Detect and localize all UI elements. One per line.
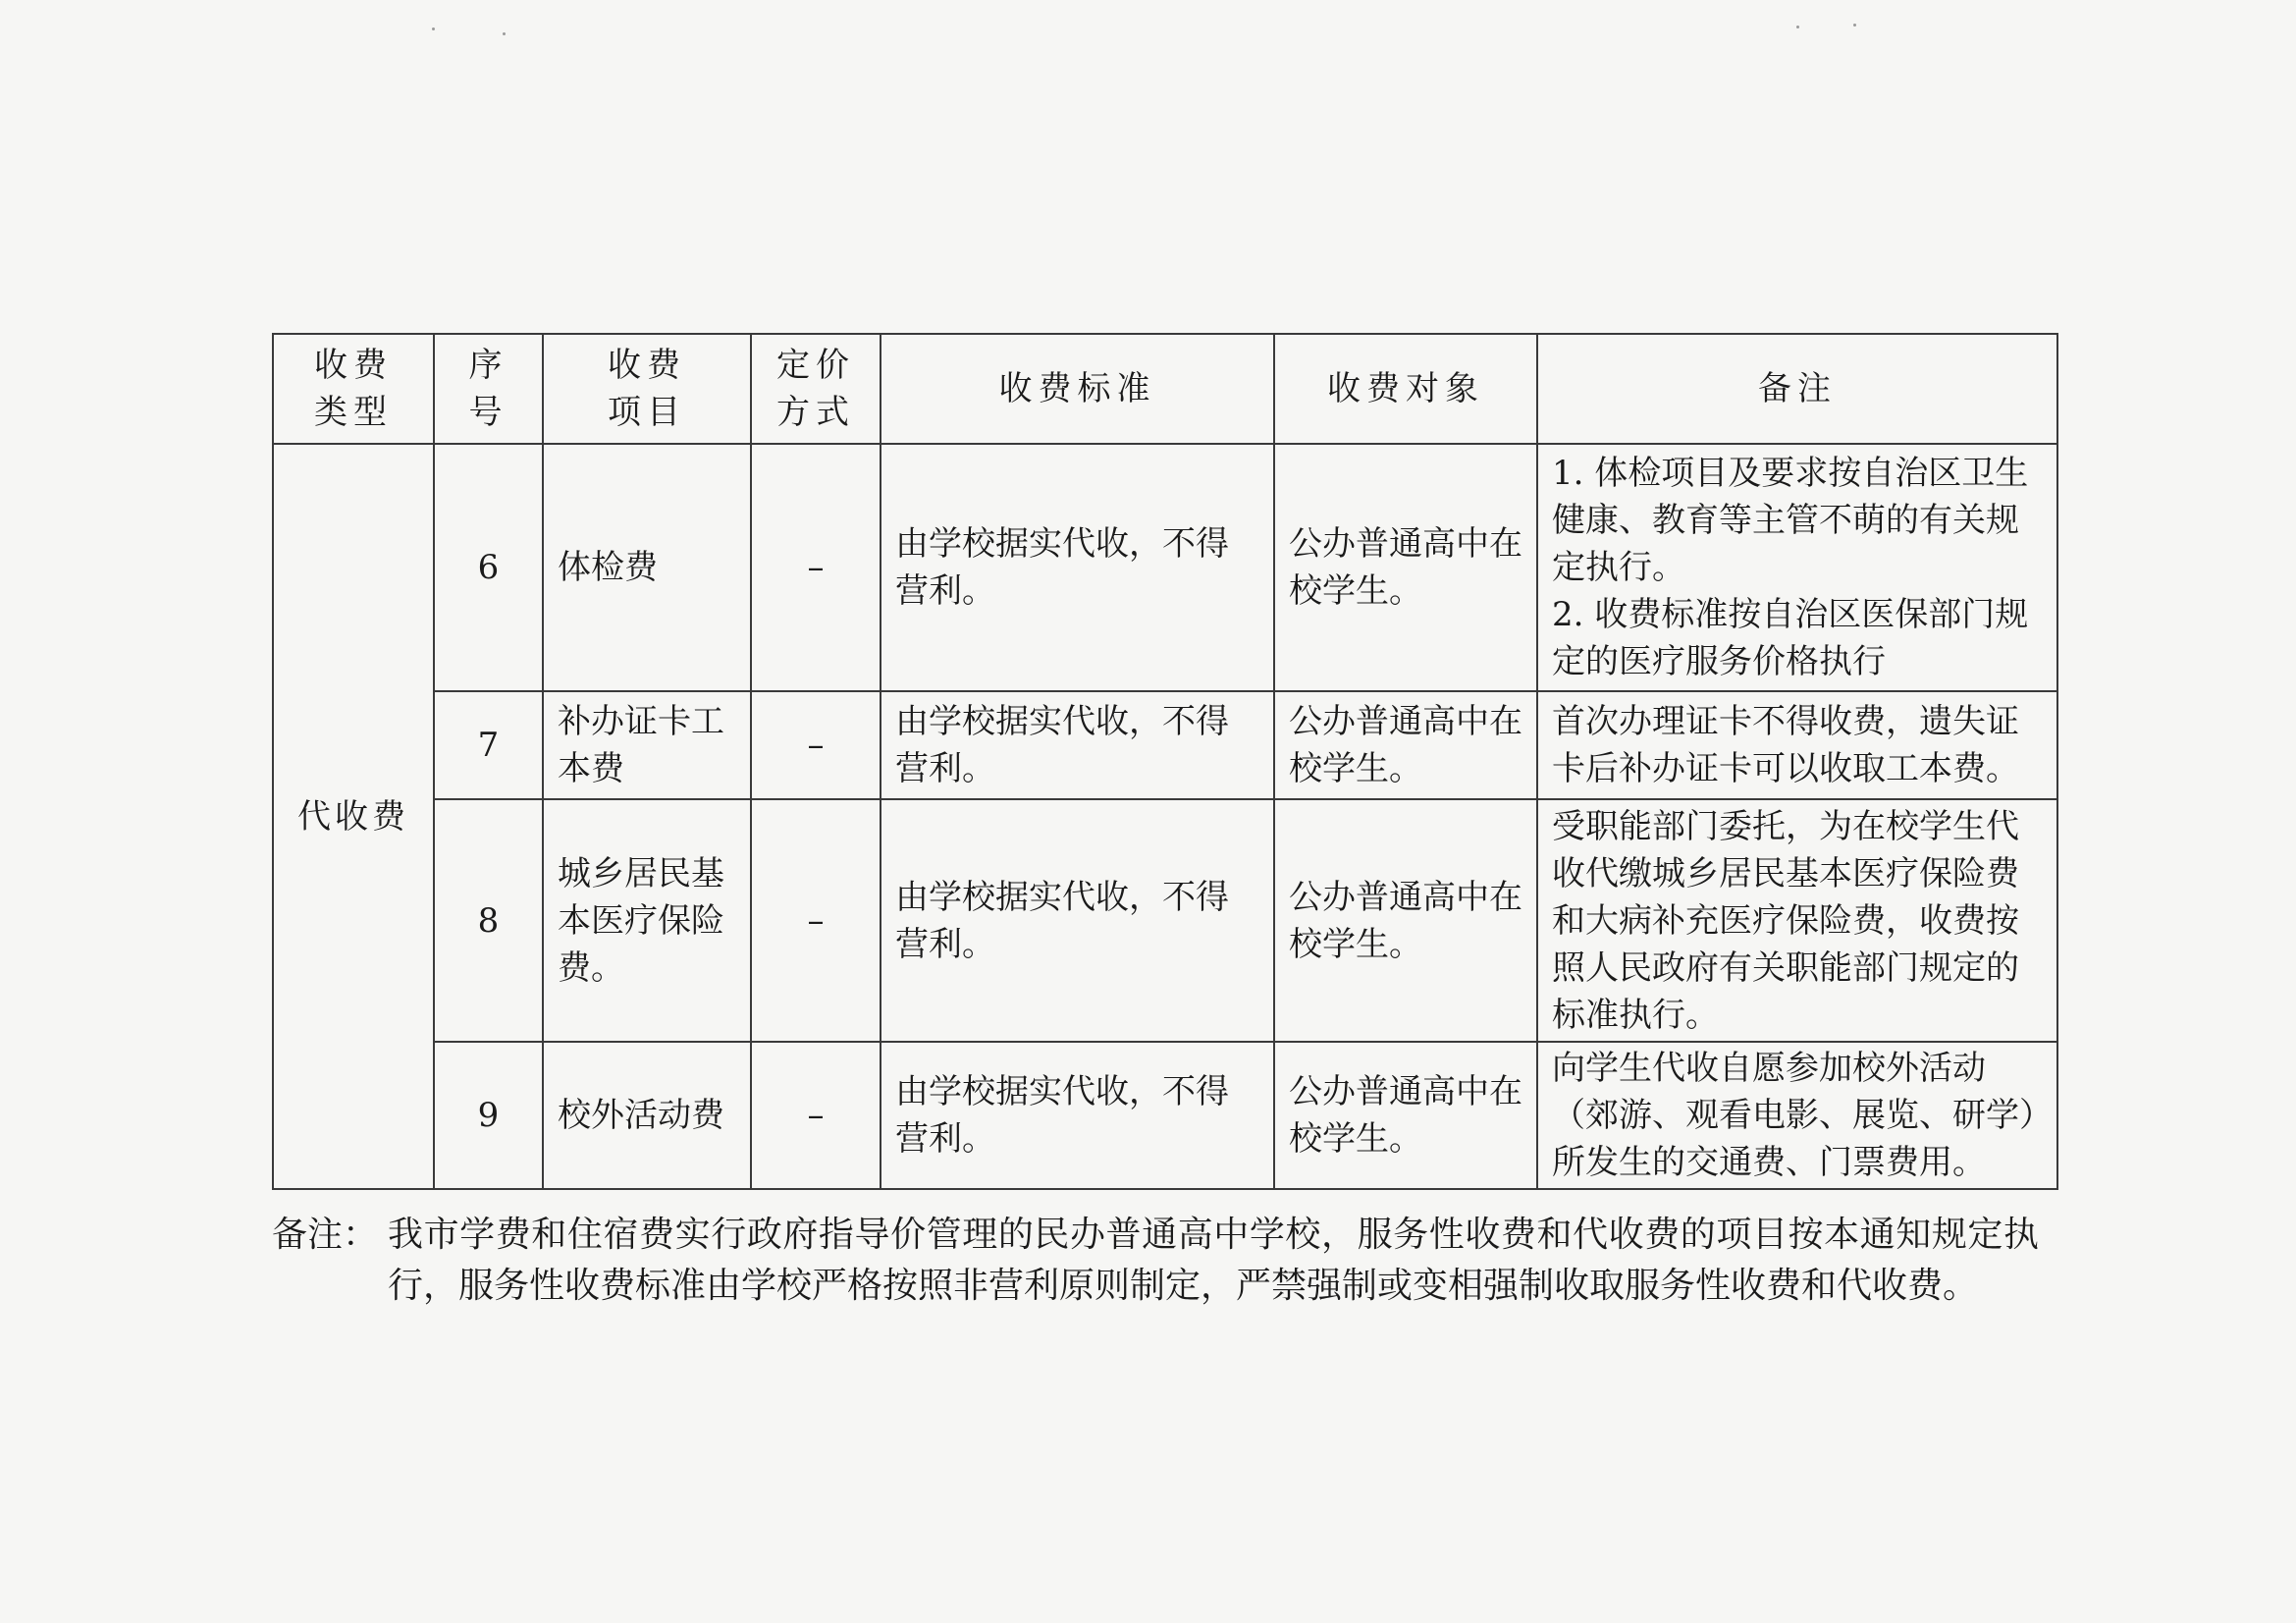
- row-serial-no: 6: [434, 444, 543, 691]
- scan-speck: [1853, 24, 1856, 27]
- row-fee-item: 体检费: [543, 444, 751, 691]
- scan-speck: [432, 27, 435, 30]
- row-fee-item: 城乡居民基本医疗保险费。: [543, 799, 751, 1042]
- table-row: [273, 691, 2057, 799]
- header-serial-no: 序 号: [434, 334, 543, 444]
- row-fee-standard: 由学校据实代收，不得营利。: [881, 799, 1274, 1042]
- row-fee-target: 公办普通高中在校学生。: [1274, 691, 1537, 799]
- header-fee-type: 收费 类型: [273, 334, 434, 444]
- table-header-row: [273, 334, 2057, 444]
- row-fee-target: 公办普通高中在校学生。: [1274, 1042, 1537, 1189]
- row-fee-target: 公办普通高中在校学生。: [1274, 444, 1537, 691]
- header-remarks: 备注: [1537, 334, 2057, 444]
- row-serial-no: 7: [434, 691, 543, 799]
- row-remarks: 向学生代收自愿参加校外活动（郊游、观看电影、展览、研学）所发生的交通费、门票费用。: [1537, 1042, 2057, 1189]
- row-remarks: 受职能部门委托，为在校学生代收代缴城乡居民基本医疗保险费和大病补充医疗保险费，收费按照人民政府有关职能部门规定的标准执行。: [1537, 799, 2057, 1042]
- row-fee-target: 公办普通高中在校学生。: [1274, 799, 1537, 1042]
- scan-speck: [503, 32, 506, 35]
- header-fee-standard: 收费标准: [881, 334, 1274, 444]
- row-fee-standard: 由学校据实代收，不得营利。: [881, 1042, 1274, 1189]
- fee-table: [272, 333, 2058, 1190]
- row-fee-item: 校外活动费: [543, 1042, 751, 1189]
- scan-speck: [1796, 26, 1799, 28]
- table-row: [273, 799, 2057, 1042]
- fee-type-group-cell: 代收费: [273, 444, 434, 1189]
- table-row: [273, 1042, 2057, 1189]
- header-fee-item: 收费 项目: [543, 334, 751, 444]
- row-pricing-method: –: [751, 799, 881, 1042]
- row-fee-item: 补办证卡工本费: [543, 691, 751, 799]
- table-row: [273, 444, 2057, 691]
- header-pricing-method: 定价 方式: [751, 334, 881, 444]
- footnote: [272, 1210, 2039, 1312]
- footnote-text: 我市学费和住宿费实行政府指导价管理的民办普通高中学校，服务性收费和代收费的项目按本通知规定执行，服务性收费标准由学校严格按照非营利原则制定，严禁强制或变相强制收取服务性收费和代收费。: [388, 1215, 2039, 1306]
- header-fee-target: 收费对象: [1274, 334, 1537, 444]
- row-serial-no: 9: [434, 1042, 543, 1189]
- footnote-label: 备注：: [272, 1215, 379, 1255]
- row-pricing-method: –: [751, 444, 881, 691]
- row-pricing-method: –: [751, 1042, 881, 1189]
- row-serial-no: 8: [434, 799, 543, 1042]
- row-fee-standard: 由学校据实代收，不得营利。: [881, 691, 1274, 799]
- row-pricing-method: –: [751, 691, 881, 799]
- row-remarks: 1. 体检项目及要求按自治区卫生健康、教育等主管不萌的有关规定执行。 2. 收费标准按自治区医保部门规定的医疗服务价格执行: [1537, 444, 2057, 691]
- row-remarks: 首次办理证卡不得收费，遗失证卡后补办证卡可以收取工本费。: [1537, 691, 2057, 799]
- row-fee-standard: 由学校据实代收，不得营利。: [881, 444, 1274, 691]
